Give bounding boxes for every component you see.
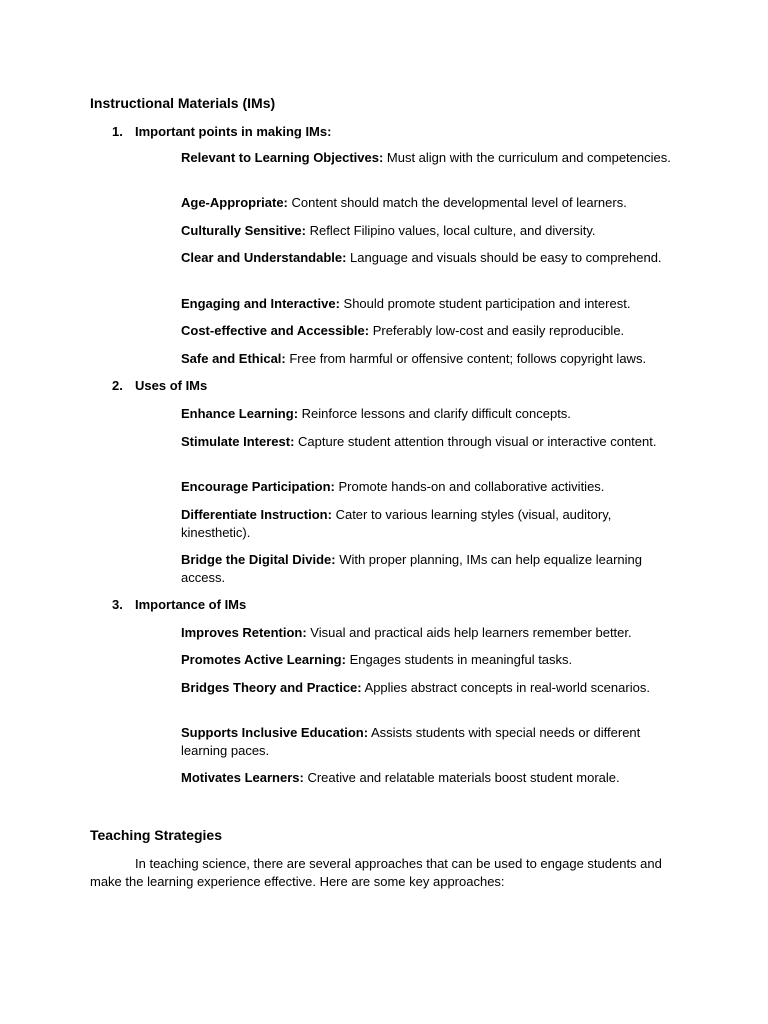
item-text: Free from harmful or offensive content; follows copyright laws. xyxy=(285,351,647,366)
list-title: Importance of IMs xyxy=(135,597,247,612)
numbered-item-important-points xyxy=(112,123,331,140)
list-item xyxy=(181,322,681,340)
item-term: Encourage Participation: xyxy=(181,479,335,494)
item-text: Visual and practical aids help learners remember better. xyxy=(306,625,632,640)
list-title: Uses of IMs xyxy=(135,378,208,393)
numbered-item-importance xyxy=(112,596,246,613)
item-text: Language and visuals should be easy to comprehend. xyxy=(346,250,662,265)
list-item xyxy=(181,295,681,313)
item-term: Safe and Ethical: xyxy=(181,351,286,366)
item-term: Promotes Active Learning: xyxy=(181,652,346,667)
list-item xyxy=(181,651,681,669)
item-term: Supports Inclusive Education: xyxy=(181,725,369,740)
item-text: Reflect Filipino values, local culture, and diversity. xyxy=(305,223,596,238)
item-text: Capture student attention through visual or interactive content. xyxy=(294,434,657,449)
list-item xyxy=(181,149,681,167)
list-item xyxy=(181,478,681,496)
list-item xyxy=(181,769,681,787)
list-item xyxy=(181,222,681,240)
item-term: Bridges Theory and Practice: xyxy=(181,680,362,695)
item-text: Assists students with special needs or different learning paces. xyxy=(181,725,641,758)
item-term: Bridge the Digital Divide: xyxy=(181,552,336,567)
item-text: Content should match the developmental level of learners. xyxy=(287,195,627,210)
section-title-teaching-strategies: Teaching Strategies xyxy=(90,827,223,843)
list-item xyxy=(181,624,681,642)
item-text: Applies abstract concepts in real-world scenarios. xyxy=(361,680,650,695)
item-text: With proper planning, IMs can help equalize learning access. xyxy=(181,552,642,585)
list-number: 3. xyxy=(112,597,123,612)
item-text: Engages students in meaningful tasks. xyxy=(345,652,573,667)
list-item xyxy=(181,506,681,541)
list-number: 1. xyxy=(112,124,123,139)
item-term: Clear and Understandable: xyxy=(181,250,347,265)
item-term: Relevant to Learning Objectives: xyxy=(181,150,384,165)
item-text: Must align with the curriculum and competencies. xyxy=(383,150,671,165)
list-item xyxy=(181,194,681,212)
item-text: Preferably low-cost and easily reproducible. xyxy=(369,323,625,338)
item-term: Engaging and Interactive: xyxy=(181,296,340,311)
item-text: Cater to various learning styles (visual, auditory, kinesthetic). xyxy=(181,507,612,540)
item-term: Improves Retention: xyxy=(181,625,307,640)
list-item xyxy=(181,724,681,759)
item-term: Culturally Sensitive: xyxy=(181,223,306,238)
list-item xyxy=(181,679,681,697)
section-title-instructional-materials: Instructional Materials (IMs) xyxy=(90,95,276,111)
list-item xyxy=(181,551,681,586)
item-term: Enhance Learning: xyxy=(181,406,299,421)
list-item xyxy=(181,350,681,368)
item-term: Stimulate Interest: xyxy=(181,434,295,449)
list-title: Important points in making IMs: xyxy=(135,124,332,139)
item-text: Should promote student participation and interest. xyxy=(339,296,631,311)
item-text: Promote hands-on and collaborative activities. xyxy=(334,479,605,494)
item-text: Reinforce lessons and clarify difficult concepts. xyxy=(298,406,571,421)
item-term: Motivates Learners: xyxy=(181,770,304,785)
list-item xyxy=(181,433,681,451)
list-item xyxy=(181,405,681,423)
list-item xyxy=(181,249,681,267)
list-number: 2. xyxy=(112,378,123,393)
numbered-item-uses xyxy=(112,377,207,394)
item-text: Creative and relatable materials boost student morale. xyxy=(303,770,620,785)
intro-paragraph: In teaching science, there are several approaches that can be used to engage students and make the learning experience effective. Here are some key approaches: xyxy=(90,856,662,889)
item-term: Differentiate Instruction: xyxy=(181,507,332,522)
item-term: Age-Appropriate: xyxy=(181,195,288,210)
item-term: Cost-effective and Accessible: xyxy=(181,323,370,338)
